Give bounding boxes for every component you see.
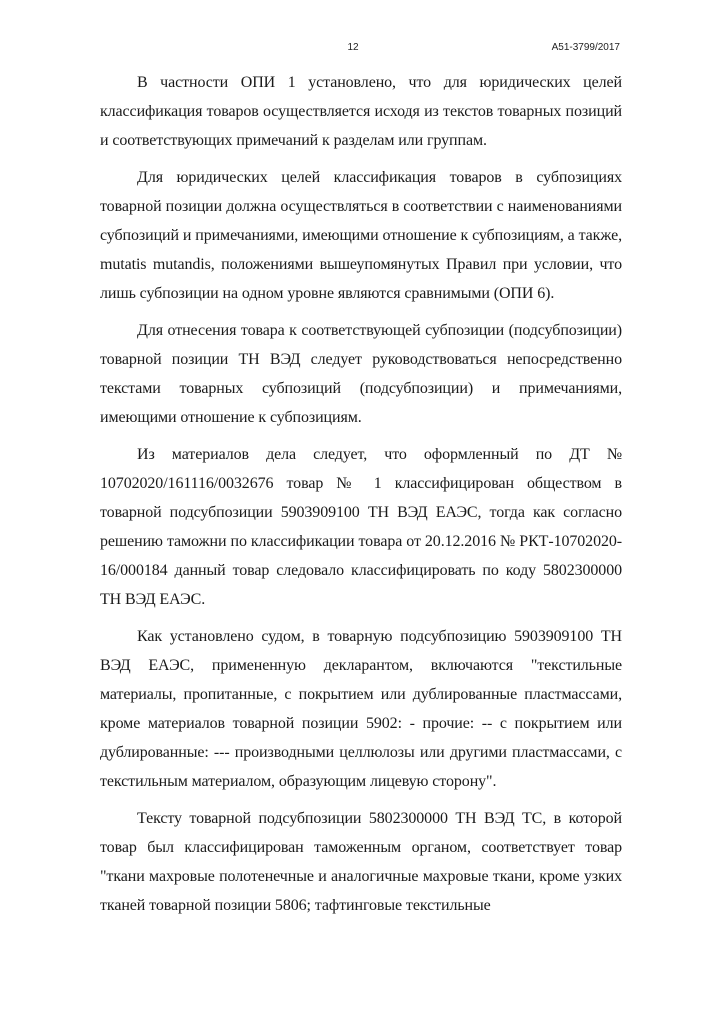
paragraph-2: Для юридических целей классификация товаров в субпозициях товарной позиции должна осуществляться в соответствии с наименованиями субпозиций и примечаниями, имеющими отношение к субпозициям, а также, mutatis mutandis, положениями вышеупомянутых Правил при условии, что лишь субпозиции на одном уровне являются сравнимыми (ОПИ 6).: [100, 169, 622, 302]
paragraph-4: Из материалов дела следует, что оформленный по ДТ № 10702020/161116/0032676 товар № 1 классифицирован обществом в товарной подсубпозиции 5903909100 ТН ВЭД ЕАЭС, тогда как согласно решению таможни по классификации товара от 20.12.2016 № РКТ-10702020-16/000184 данный товар следовало классифицировать по коду 5802300000 ТН ВЭД ЕАЭС.: [100, 446, 622, 608]
document-body: [100, 68, 622, 928]
case-number: А51-3799/2017: [551, 42, 620, 53]
paragraph-1: В частности ОПИ 1 установлено, что для юридических целей классификация товаров осуществляется исходя из текстов товарных позиций и соответствующих примечаний к разделам или группам.: [100, 74, 622, 149]
paragraph-5: Как установлено судом, в товарную подсубпозицию 5903909100 ТН ВЭД ЕАЭС, примененную декларантом, включаются "текстильные материалы, пропитанные, с покрытием или дублированные пластмассами, кроме материалов товарной позиции 5902: - прочие: -- с покрытием или дублированные: --- производными целлюлозы или другими пластмассами, с текстильным материалом, образующим лицевую сторону".: [100, 628, 622, 790]
paragraph-6: Тексту товарной подсубпозиции 5802300000 ТН ВЭД ТС, в которой товар был классифицирован таможенным органом, соответствует товар "ткани махровые полотенечные и аналогичные махровые ткани, кроме узких тканей товарной позиции 5806; тафтинговые текстильные: [100, 810, 622, 914]
paragraph-3: Для отнесения товара к соответствующей субпозиции (подсубпозиции) товарной позиции ТН ВЭД следует руководствоваться непосредственно текстами товарных субпозиций (подсубпозиции) и примечаниями, имеющими отношение к субпозициям.: [100, 322, 622, 426]
page-number: 12: [347, 42, 359, 53]
